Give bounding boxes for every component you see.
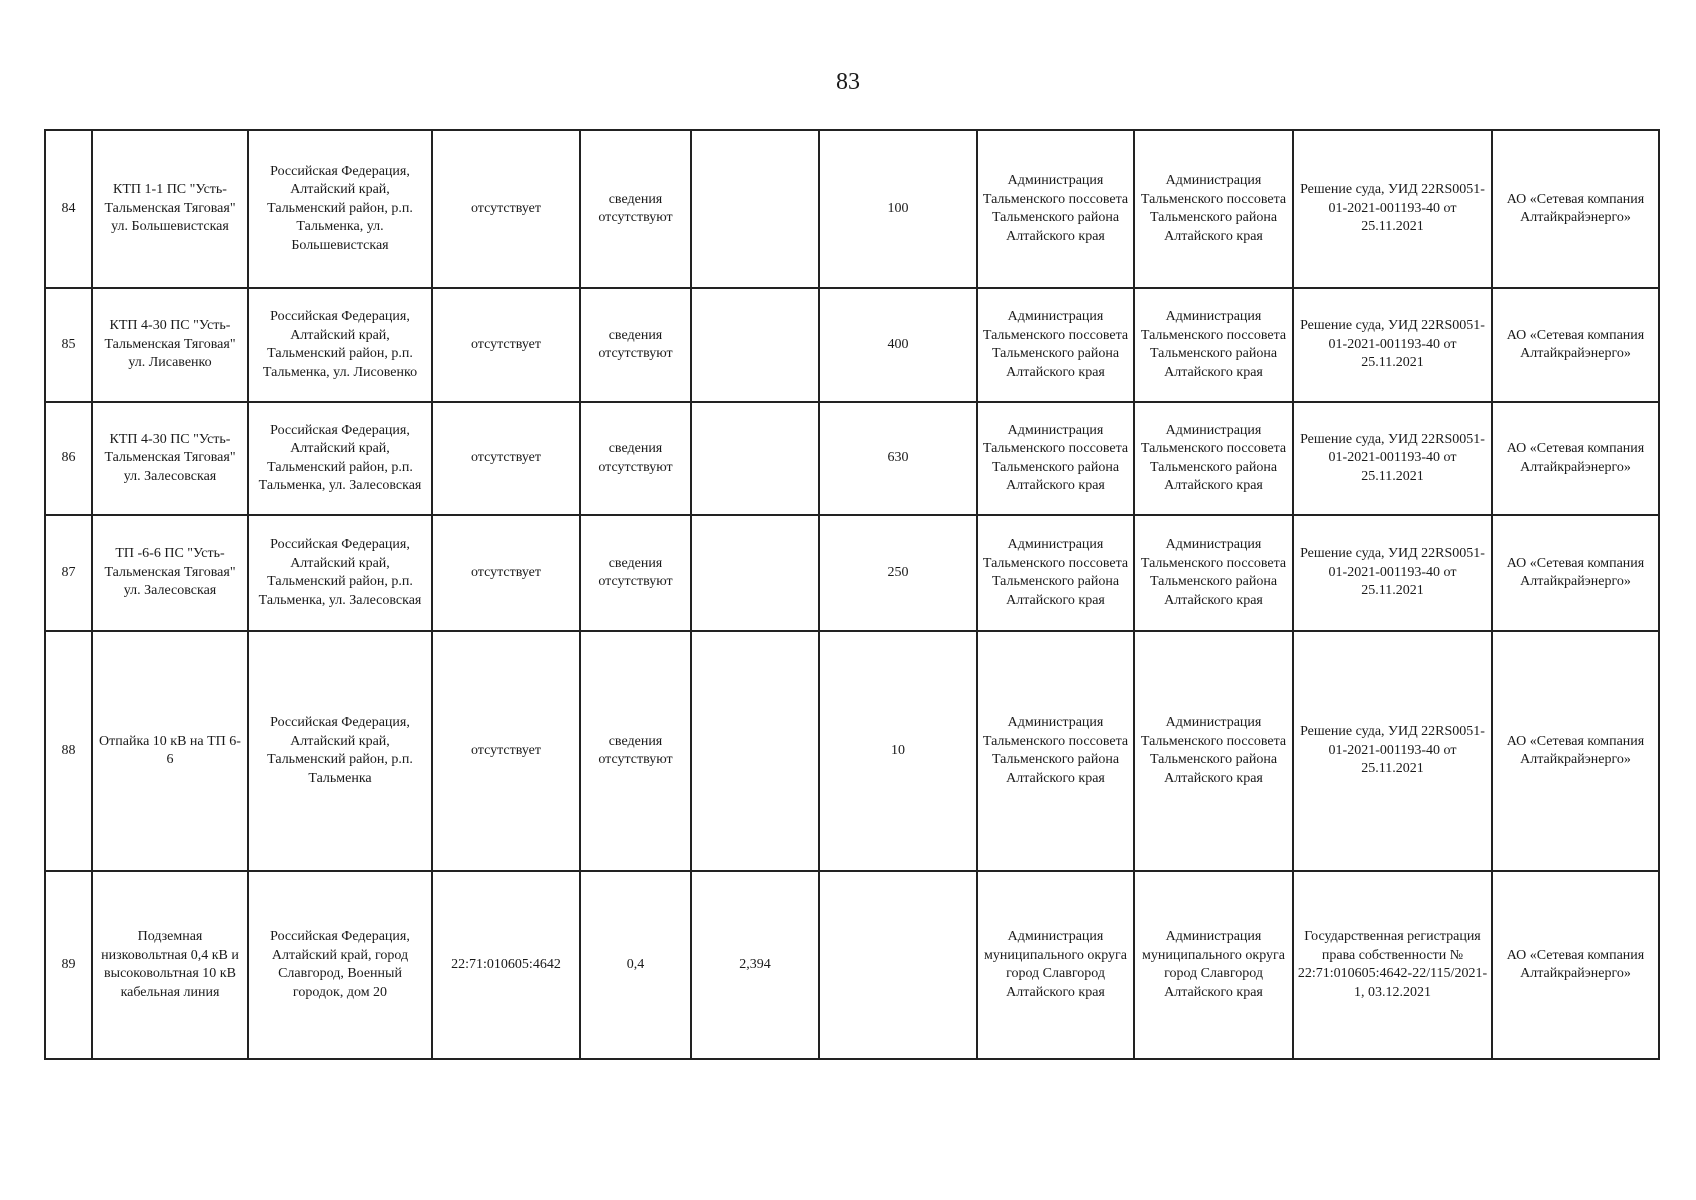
cadastral-number-cell: отсутствует xyxy=(432,515,580,631)
registry-table xyxy=(44,129,1660,1060)
address-cell: Российская Федерация, Алтайский край, Тальменский район, р.п. Тальменка, ул. Залесовская xyxy=(248,515,432,631)
object-name-cell: КТП 4-30 ПС "Усть-Тальменская Тяговая" ул. Залесовская xyxy=(92,402,248,515)
holder-cell: Администрация Тальменского поссовета Тальменского района Алтайского края xyxy=(1134,515,1293,631)
voltage-cell: сведения отсутствуют xyxy=(580,130,691,288)
table-row xyxy=(45,288,1659,402)
object-name-cell: КТП 4-30 ПС "Усть-Тальменская Тяговая" ул. Лисавенко xyxy=(92,288,248,402)
row-number-cell: 85 xyxy=(45,288,92,402)
capacity-cell xyxy=(819,871,977,1059)
voltage-cell: 0,4 xyxy=(580,871,691,1059)
basis-cell: Решение суда, УИД 22RS0051-01-2021-001193-40 от 25.11.2021 xyxy=(1293,631,1492,871)
holder-cell: Администрация муниципального округа город Славгород Алтайского края xyxy=(1134,871,1293,1059)
object-name-cell: Отпайка 10 кВ на ТП 6-6 xyxy=(92,631,248,871)
table-row xyxy=(45,130,1659,288)
holder-cell: Администрация Тальменского поссовета Тальменского района Алтайского края xyxy=(1134,130,1293,288)
operator-cell: АО «Сетевая компания Алтайкрайэнерго» xyxy=(1492,631,1659,871)
object-name-cell: КТП 1-1 ПС "Усть-Тальменская Тяговая" ул. Большевистская xyxy=(92,130,248,288)
holder-cell: Администрация Тальменского поссовета Тальменского района Алтайского края xyxy=(1134,631,1293,871)
length-cell xyxy=(691,130,819,288)
basis-cell: Решение суда, УИД 22RS0051-01-2021-001193-40 от 25.11.2021 xyxy=(1293,515,1492,631)
row-number-cell: 89 xyxy=(45,871,92,1059)
capacity-cell: 630 xyxy=(819,402,977,515)
cadastral-number-cell: отсутствует xyxy=(432,631,580,871)
holder-cell: Администрация Тальменского поссовета Тальменского района Алтайского края xyxy=(1134,288,1293,402)
address-cell: Российская Федерация, Алтайский край, город Славгород, Военный городок, дом 20 xyxy=(248,871,432,1059)
operator-cell: АО «Сетевая компания Алтайкрайэнерго» xyxy=(1492,402,1659,515)
cadastral-number-cell: отсутствует xyxy=(432,130,580,288)
holder-cell: Администрация Тальменского поссовета Тальменского района Алтайского края xyxy=(1134,402,1293,515)
basis-cell: Решение суда, УИД 22RS0051-01-2021-001193-40 от 25.11.2021 xyxy=(1293,288,1492,402)
table-row xyxy=(45,871,1659,1059)
row-number-cell: 86 xyxy=(45,402,92,515)
cadastral-number-cell: отсутствует xyxy=(432,288,580,402)
address-cell: Российская Федерация, Алтайский край, Тальменский район, р.п. Тальменка, ул. Залесовская xyxy=(248,402,432,515)
operator-cell: АО «Сетевая компания Алтайкрайэнерго» xyxy=(1492,515,1659,631)
owner-cell: Администрация Тальменского поссовета Тальменского района Алтайского края xyxy=(977,402,1134,515)
address-cell: Российская Федерация, Алтайский край, Тальменский район, р.п. Тальменка xyxy=(248,631,432,871)
operator-cell: АО «Сетевая компания Алтайкрайэнерго» xyxy=(1492,871,1659,1059)
length-cell xyxy=(691,288,819,402)
basis-cell: Решение суда, УИД 22RS0051-01-2021-001193-40 от 25.11.2021 xyxy=(1293,402,1492,515)
table-row xyxy=(45,515,1659,631)
capacity-cell: 250 xyxy=(819,515,977,631)
address-cell: Российская Федерация, Алтайский край, Тальменский район, р.п. Тальменка, ул. Лисовенко xyxy=(248,288,432,402)
voltage-cell: сведения отсутствуют xyxy=(580,515,691,631)
row-number-cell: 87 xyxy=(45,515,92,631)
length-cell xyxy=(691,631,819,871)
capacity-cell: 100 xyxy=(819,130,977,288)
voltage-cell: сведения отсутствуют xyxy=(580,402,691,515)
row-number-cell: 84 xyxy=(45,130,92,288)
owner-cell: Администрация Тальменского поссовета Тальменского района Алтайского края xyxy=(977,515,1134,631)
operator-cell: АО «Сетевая компания Алтайкрайэнерго» xyxy=(1492,288,1659,402)
owner-cell: Администрация муниципального округа город Славгород Алтайского края xyxy=(977,871,1134,1059)
address-cell: Российская Федерация, Алтайский край, Тальменский район, р.п. Тальменка, ул. Большевистская xyxy=(248,130,432,288)
table-row xyxy=(45,402,1659,515)
object-name-cell: ТП -6-6 ПС "Усть-Тальменская Тяговая" ул. Залесовская xyxy=(92,515,248,631)
length-cell: 2,394 xyxy=(691,871,819,1059)
owner-cell: Администрация Тальменского поссовета Тальменского района Алтайского края xyxy=(977,130,1134,288)
capacity-cell: 400 xyxy=(819,288,977,402)
operator-cell: АО «Сетевая компания Алтайкрайэнерго» xyxy=(1492,130,1659,288)
object-name-cell: Подземная низковольтная 0,4 кВ и высоковольтная 10 кВ кабельная линия xyxy=(92,871,248,1059)
owner-cell: Администрация Тальменского поссовета Тальменского района Алтайского края xyxy=(977,288,1134,402)
page-number: 83 xyxy=(836,69,860,95)
table-row xyxy=(45,631,1659,871)
length-cell xyxy=(691,515,819,631)
row-number-cell: 88 xyxy=(45,631,92,871)
capacity-cell: 10 xyxy=(819,631,977,871)
basis-cell: Государственная регистрация права собственности № 22:71:010605:4642-22/115/2021-1, 03.12.2021 xyxy=(1293,871,1492,1059)
length-cell xyxy=(691,402,819,515)
owner-cell: Администрация Тальменского поссовета Тальменского района Алтайского края xyxy=(977,631,1134,871)
voltage-cell: сведения отсутствуют xyxy=(580,631,691,871)
basis-cell: Решение суда, УИД 22RS0051-01-2021-001193-40 от 25.11.2021 xyxy=(1293,130,1492,288)
voltage-cell: сведения отсутствуют xyxy=(580,288,691,402)
cadastral-number-cell: отсутствует xyxy=(432,402,580,515)
cadastral-number-cell: 22:71:010605:4642 xyxy=(432,871,580,1059)
